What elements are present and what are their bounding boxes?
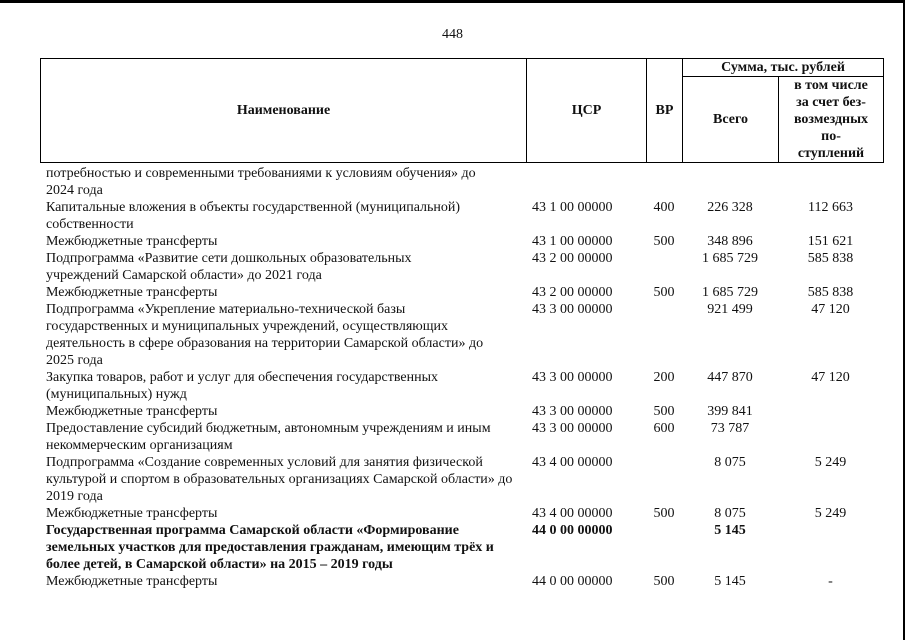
- table-body: [46, 165, 883, 590]
- row-name: Закупка товаров, работ и услуг для обеспечения государственных (муниципальных) нужд: [46, 370, 439, 402]
- row-name: Подпрограмма «Укрепление материально-технической базы государственных и муниципальных учреждений, осуществляющих деятельность в сфере образования на территории Самарской области» до 2025 года: [46, 302, 484, 368]
- row-total: 8 075: [714, 506, 746, 521]
- header-name: Наименование: [41, 59, 527, 163]
- row-grants: 151 621: [807, 234, 854, 249]
- row-name: Подпрограмма «Создание современных условий для занятия физической культурой и спортом в образовательных организациях Самарской области» до 2019 года: [46, 455, 513, 504]
- row-name: Межбюджетные трансферты: [46, 506, 218, 521]
- row-csr: 44 0 00 00000: [532, 574, 613, 589]
- row-vr: [646, 250, 682, 284]
- table-row: [46, 522, 883, 573]
- row-total: 1 685 729: [702, 285, 758, 300]
- row-name: потребностью и современными требованиями к условиям обучения» до 2024 года: [46, 166, 476, 198]
- row-grants: -: [828, 574, 833, 589]
- row-name: Межбюджетные трансферты: [46, 234, 218, 249]
- row-vr: [646, 522, 682, 573]
- header-sum: Сумма, тыс. рублей: [683, 59, 884, 77]
- row-vr: 600: [653, 421, 675, 436]
- row-vr: 200: [653, 370, 675, 385]
- row-csr: 44 0 00 00000: [532, 523, 613, 538]
- header-grants-line: в том числе: [794, 78, 868, 93]
- row-grants: [778, 403, 883, 420]
- row-csr: 43 2 00 00000: [532, 251, 613, 266]
- row-vr: 500: [653, 506, 675, 521]
- row-name: Подпрограмма «Развитие сети дошкольных образовательных учреждений Самарской области» до 2021 года: [46, 251, 412, 283]
- header-vr: ВР: [647, 59, 683, 163]
- row-grants: 5 249: [814, 506, 847, 521]
- row-total: 8 075: [714, 455, 746, 470]
- row-csr: 43 3 00 00000: [532, 421, 613, 436]
- row-name: Межбюджетные трансферты: [46, 404, 218, 419]
- row-vr: [646, 454, 682, 505]
- table-header: [40, 58, 884, 163]
- row-name: Государственная программа Самарской области «Формирование земельных участков для предоставления гражданам, имеющим трёх и более детей, в Самарской области» на 2015 – 2019 годы: [46, 523, 494, 572]
- row-grants: 585 838: [807, 285, 854, 300]
- row-total: [682, 165, 778, 199]
- row-grants: 5 249: [814, 455, 847, 470]
- table-row: [46, 301, 883, 369]
- row-name: Капитальные вложения в объекты государственной (муниципальной) собственности: [46, 200, 461, 232]
- row-csr: 43 4 00 00000: [532, 455, 613, 470]
- row-csr: [526, 165, 646, 199]
- row-vr: 500: [653, 404, 675, 419]
- row-total: 1 685 729: [702, 251, 758, 266]
- page-number: 448: [442, 27, 463, 42]
- row-csr: 43 2 00 00000: [532, 285, 613, 300]
- row-grants: 47 120: [811, 370, 850, 385]
- row-grants: 112 663: [808, 200, 853, 215]
- row-total: 5 145: [714, 523, 746, 538]
- row-total: 73 787: [710, 421, 750, 436]
- table-row: [46, 403, 883, 420]
- header-grants-line: по-: [821, 129, 841, 144]
- row-name: Межбюджетные трансферты: [46, 285, 218, 300]
- row-grants: [778, 420, 883, 454]
- row-vr: 400: [653, 200, 675, 215]
- table-row: [46, 284, 883, 301]
- row-vr: [646, 301, 682, 369]
- header-grants-line: за счет без-: [796, 95, 866, 110]
- row-total: 399 841: [707, 404, 753, 419]
- row-csr: 43 3 00 00000: [532, 370, 613, 385]
- row-name: Предоставление субсидий бюджетным, автономным учреждениям и иным некоммерческим организациям: [46, 421, 491, 453]
- row-total: 921 499: [707, 302, 753, 317]
- row-grants: [778, 165, 883, 199]
- row-total: 226 328: [707, 200, 753, 215]
- table-row: [46, 369, 883, 403]
- row-vr: [646, 165, 682, 199]
- row-csr: 43 3 00 00000: [532, 302, 613, 317]
- table-row: [46, 454, 883, 505]
- header-grants: [779, 77, 884, 163]
- row-total: 348 896: [707, 234, 753, 249]
- row-csr: 43 1 00 00000: [532, 200, 613, 215]
- header-total: Всего: [683, 77, 779, 163]
- row-vr: 500: [653, 574, 675, 589]
- row-grants: [778, 522, 883, 573]
- table-row: [46, 199, 883, 233]
- table-row: [46, 573, 883, 590]
- row-name: Межбюджетные трансферты: [46, 574, 218, 589]
- row-total: 5 145: [714, 574, 746, 589]
- row-csr: 43 4 00 00000: [532, 506, 613, 521]
- row-total: 447 870: [707, 370, 753, 385]
- table-row: [46, 233, 883, 250]
- table-row: [46, 505, 883, 522]
- header-grants-line: возмездных: [793, 112, 869, 127]
- row-grants: 47 120: [811, 302, 850, 317]
- row-vr: 500: [653, 234, 675, 249]
- row-grants: 585 838: [807, 251, 854, 266]
- table-row: [46, 250, 883, 284]
- top-border-line: [0, 0, 905, 3]
- row-csr: 43 1 00 00000: [532, 234, 613, 249]
- row-csr: 43 3 00 00000: [532, 404, 613, 419]
- header-csr: ЦСР: [527, 59, 647, 163]
- header-grants-line: ступлений: [797, 146, 865, 161]
- table-row: [46, 420, 883, 454]
- table-row: [46, 165, 883, 199]
- row-vr: 500: [653, 285, 675, 300]
